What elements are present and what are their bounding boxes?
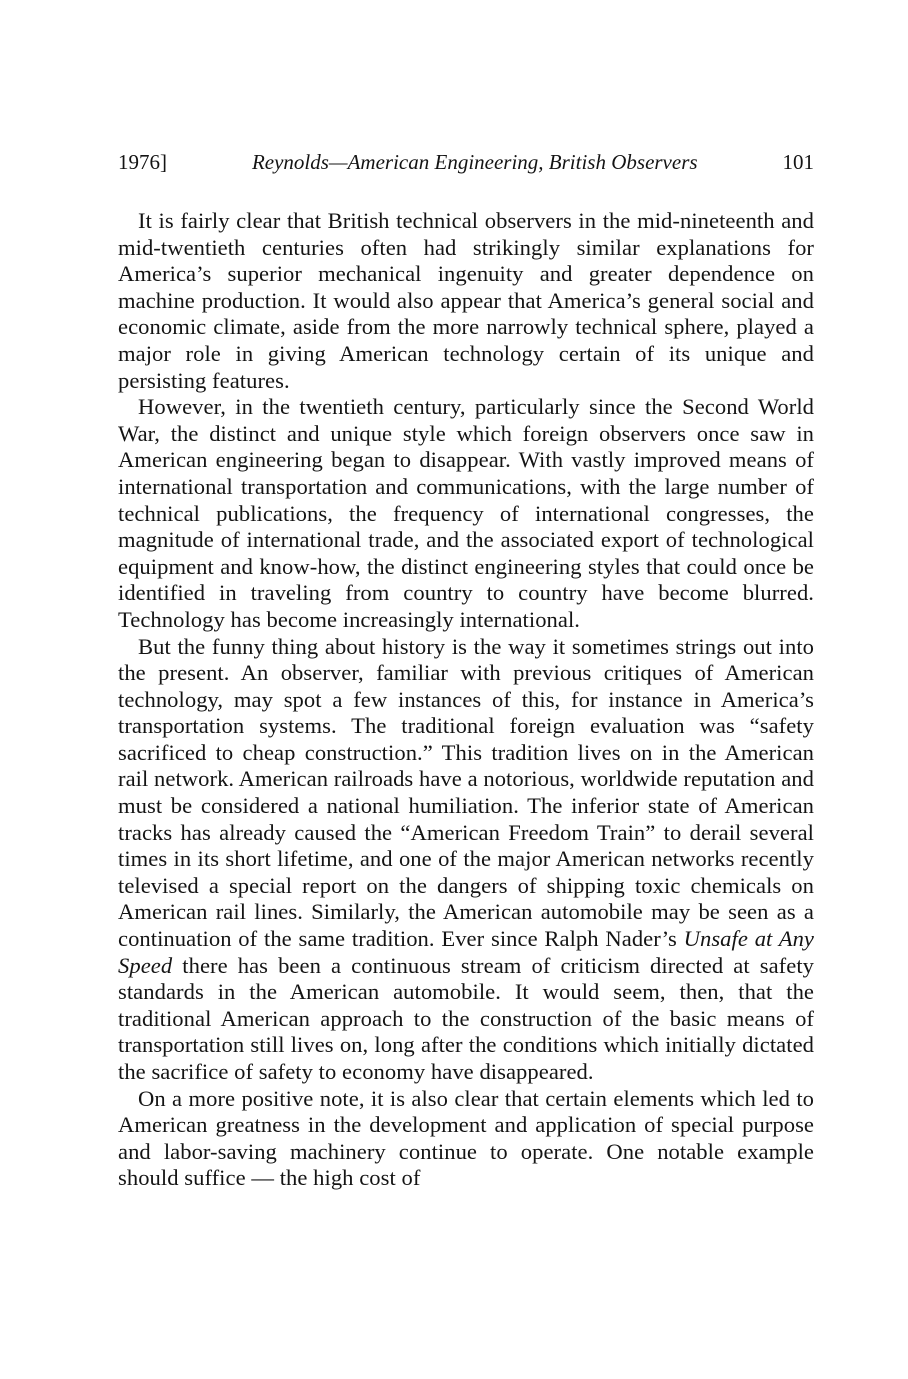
article-body	[118, 208, 814, 1192]
journal-page	[118, 150, 814, 1192]
header-title: Reynolds—American Engineering, British Observers	[251, 150, 698, 174]
paragraph-4: On a more positive note, it is also clear that certain elements which led to American greatness in the development and application of special purpose and labor-saving machinery continue to operate. One notable example should suffice — the high cost of	[118, 1085, 814, 1191]
paragraph-2: However, in the twentieth century, particularly since the Second World War, the distinct and unique style which foreign observers once saw in American engineering began to disappear. With vastly improved means of international transportation and communications, with the large number of technical publications, the frequency of international congresses, the magnitude of international trade, and the associated export of technological equipment and know-how, the distinct engineering styles that could once be identified in traveling from country to country have become blurred. Technology has become increasingly international.	[118, 394, 814, 632]
paragraph-3-part-2: there has been a continuous stream of criticism directed at safety standards in the American automobile. It would seem, then, that the traditional American approach to the construction of the basic means of transportation still lives on, long after the conditions which initially dictated the sacrifice of safety to economy have disappeared.	[118, 952, 814, 1084]
running-header	[118, 150, 814, 180]
book-title: Unsafe at Any Speed	[118, 926, 815, 978]
paragraph-1: It is fairly clear that British technical observers in the mid-nineteenth and mid-twentieth centuries often had strikingly similar explanations for America’s superior mechanical ingenuity and greater dependence on machine production. It would also appear that America’s general social and economic climate, aside from the more narrowly technical sphere, played a major role in giving American technology certain of its unique and persisting features.	[118, 208, 814, 393]
header-year: 1976]	[118, 150, 167, 174]
page-number: 101	[782, 150, 814, 174]
paragraph-3-part-1: But the funny thing about history is the way it sometimes strings out into the present. An observer, familiar with previous critiques of American technology, may spot a few instances of this, for instance in America’s transportation systems. The traditional foreign evaluation was “safety sacrificed to cheap construction.” This tradition lives on in the American rail network. American railroads have a notorious, worldwide reputation and must be considered a national humiliation. The inferior state of American tracks has already caused the “American Freedom Train” to derail several times in its short lifetime, and one of the major American networks recently televised a special report on the dangers of shipping toxic chemicals on American rail lines. Similarly, the American automobile may be seen as a continuation of the same tradition. Ever since Ralph Nader’s	[118, 633, 814, 952]
paragraph-3	[118, 634, 814, 1086]
